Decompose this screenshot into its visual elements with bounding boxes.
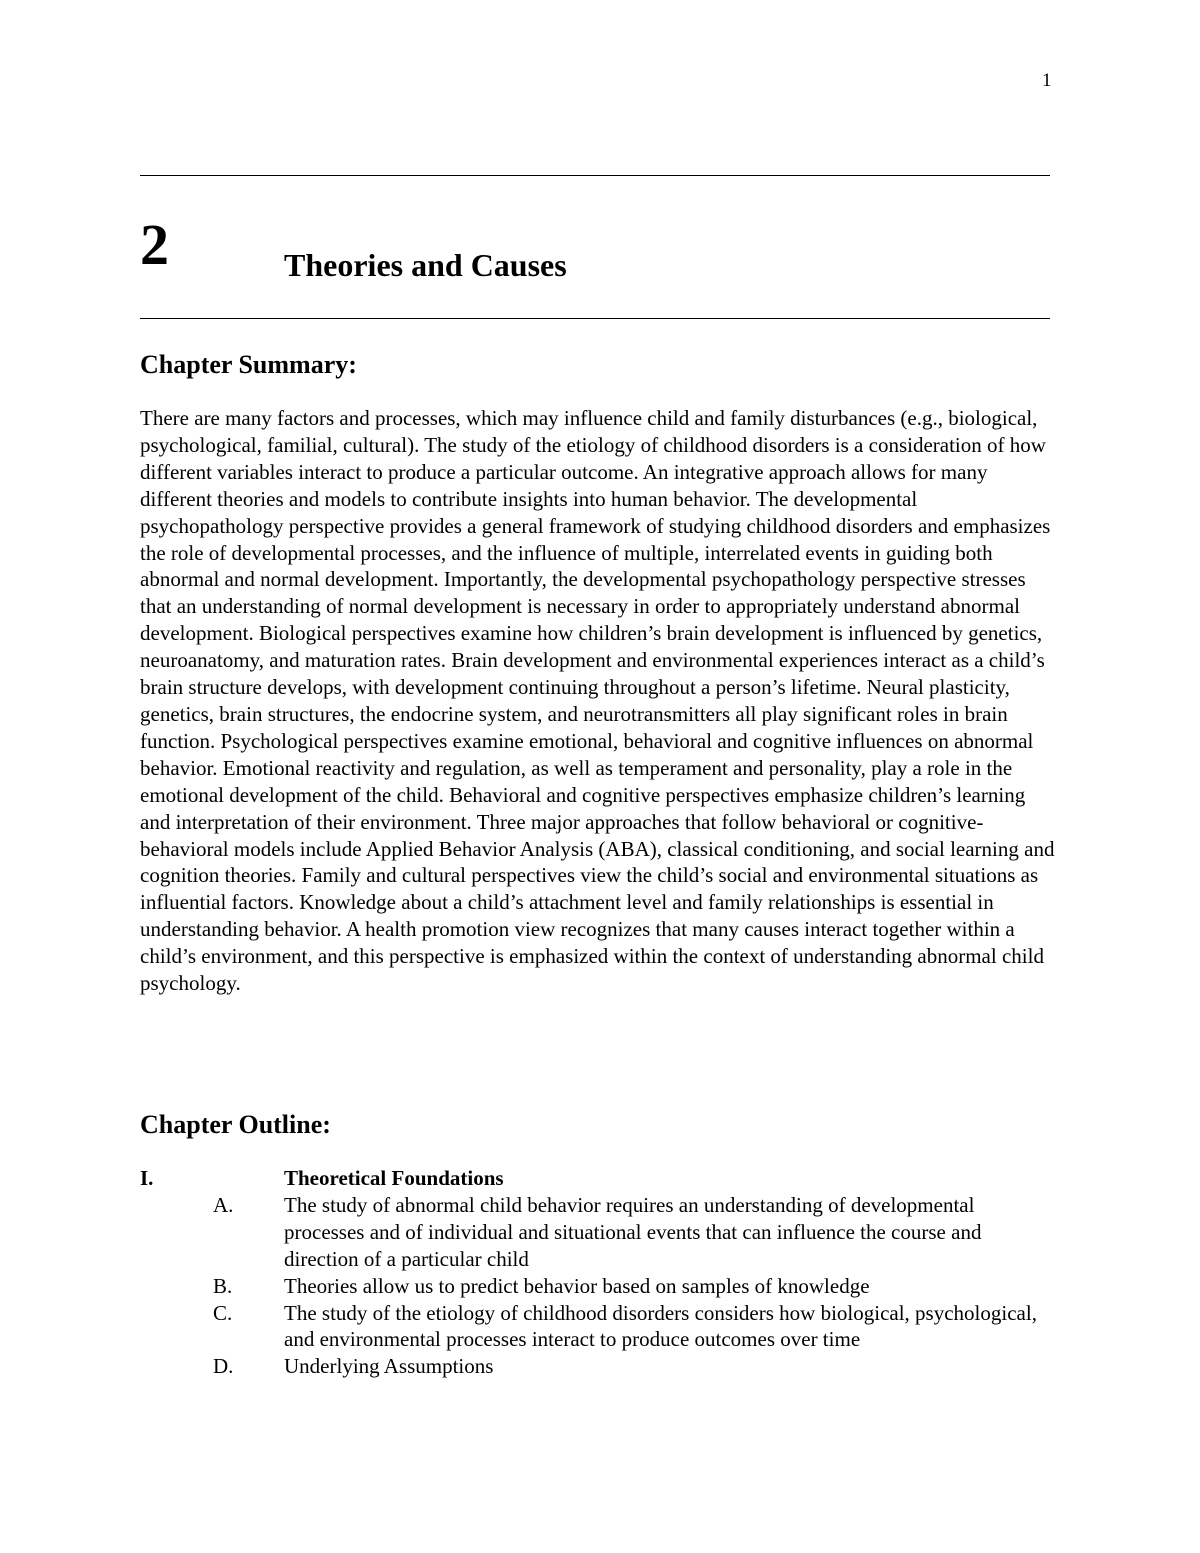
outline-item-d (140, 1353, 1060, 1380)
outline-item-letter: D. (213, 1354, 234, 1379)
chapter-number: 2 (140, 212, 169, 277)
outline-item-c (140, 1300, 1060, 1354)
outline-item-a (140, 1192, 1060, 1273)
chapter-outline-heading: Chapter Outline: (140, 1110, 331, 1139)
outline-section-title: Theoretical Foundations (284, 1166, 504, 1190)
outline-section-numeral: I. (140, 1166, 154, 1190)
outline-item-letter: B. (213, 1273, 233, 1298)
chapter-summary-heading: Chapter Summary: (140, 350, 357, 379)
outline-item-text: Theories allow us to predict behavior based on samples of knowledge (284, 1273, 870, 1298)
chapter-outline (140, 1165, 1060, 1380)
chapter-summary-text: There are many factors and processes, which may influence child and family disturbances (e.g., biological, psychological, familial, cultural). The study of the etiology of childhood disorders is a consideration of how different variables interact to produce a particular outcome. An integrative approach allows for many different theories and models to contribute insights into human behavior. The developmental psychopathology perspective provides a general framework of studying childhood disorders and emphasizes the role of developmental processes, and the influence of multiple, interrelated events in guiding both abnormal and normal development. Importantly, the developmental psychopathology perspective stresses that an understanding of normal development is necessary in order to appropriately understand abnormal development. Biological perspectives examine how children’s brain development is influenced by genetics, neuroanatomy, and maturation rates. Brain development and environmental experiences interact as a child’s brain structure develops, with development continuing throughout a person’s lifetime. Neural plasticity, genetics, brain structures, the endocrine system, and neurotransmitters all play significant roles in brain function. Psychological perspectives examine emotional, behavioral and cognitive influences on abnormal behavior. Emotional reactivity and regulation, as well as temperament and personality, play a role in the emotional development of the child. Behavioral and cognitive perspectives emphasize children’s learning and interpretation of their environment. Three major approaches that follow behavioral or cognitive-behavioral models include Applied Behavior Analysis (ABA), classical conditioning, and social learning and cognition theories. Family and cultural perspectives view the child’s social and environmental situations as influential factors. Knowledge about a child’s attachment level and family relationships is essential in understanding behavior. A health promotion view recognizes that many causes interact together within a child’s environment, and this perspective is emphasized within the context of understanding abnormal child psychology. (140, 406, 1055, 996)
outline-item-text: The study of abnormal child behavior requires an understanding of developmental processes and of individual and situational events that can influence the course and direction of a particular child (284, 1192, 982, 1271)
page-number: 1 (1042, 70, 1052, 91)
outline-item-text: The study of the etiology of childhood disorders considers how biological, psychological, and environmental processes interact to produce outcomes over time (284, 1300, 1037, 1352)
bottom-rule (140, 318, 1050, 319)
outline-item-letter: C. (213, 1300, 233, 1325)
top-rule (140, 175, 1050, 176)
outline-item-letter: A. (213, 1192, 234, 1217)
outline-item-text: Underlying Assumptions (284, 1354, 494, 1379)
outline-section-1 (140, 1165, 1060, 1192)
chapter-title: Theories and Causes (284, 247, 567, 283)
outline-item-b (140, 1273, 1060, 1300)
